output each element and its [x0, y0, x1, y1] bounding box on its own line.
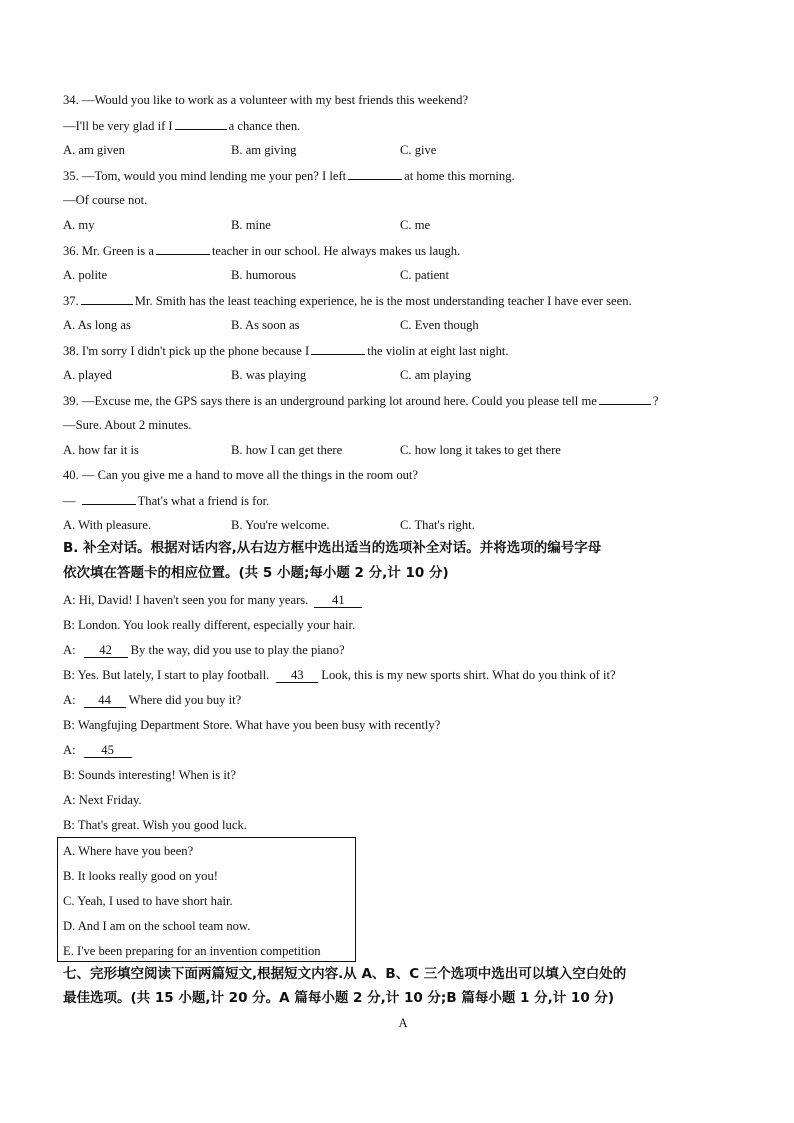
passage-label: A: [398, 1016, 408, 1030]
dialogue-text: A:: [63, 643, 76, 657]
option-c[interactable]: C. how long it takes to get there: [400, 443, 561, 457]
question-34-stem: [63, 92, 468, 108]
dialogue-line: B: That's great. Wish you good luck.: [63, 818, 247, 832]
answer-text: That's what a friend is for.: [137, 494, 270, 508]
dialogue-blank-42[interactable]: 42: [84, 643, 128, 658]
dialogue-line: [63, 592, 365, 608]
dialogue-text: B: Yes. But lately, I start to play football.: [63, 668, 270, 682]
option-a[interactable]: A. how far it is: [63, 443, 139, 457]
dialogue-text: Look, this is my new sports shirt. What do you think of it?: [321, 668, 616, 682]
option-a[interactable]: A. With pleasure.: [63, 518, 152, 532]
option-c[interactable]: C. That's right.: [400, 518, 475, 532]
question-39-stem: [63, 392, 658, 409]
question-34-answer-line: [63, 117, 300, 134]
dialogue-text: A:: [63, 743, 76, 757]
dialogue-line: [63, 642, 345, 658]
question-35-reply: —Of course not.: [63, 193, 148, 207]
dialogue-text: By the way, did you use to play the piano?: [130, 643, 345, 657]
dialogue-blank-44[interactable]: 44: [84, 693, 126, 708]
fill-blank[interactable]: [82, 492, 136, 505]
section-7-heading-line1: 七、完形填空阅读下面两篇短文,根据短文内容.从 A、B、C 三个选项中选出可以填入空白处的: [63, 966, 627, 982]
question-40-stem: 40. — Can you give me a hand to move all the things in the room out?: [63, 468, 419, 482]
choices-box: [57, 837, 356, 962]
fill-blank[interactable]: [311, 342, 365, 355]
stem-text: 36. Mr. Green is a: [63, 244, 154, 258]
stem-text: 34. —Would you like to work as a volunteer with my best friends this weekend?: [63, 93, 469, 107]
option-a[interactable]: A. polite: [63, 268, 108, 282]
option-b[interactable]: B. You're welcome.: [231, 518, 330, 532]
dialogue-blank-43[interactable]: 43: [276, 668, 318, 683]
question-40-reply: [63, 492, 269, 509]
answer-text: —I'll be very glad if I: [63, 119, 173, 133]
option-c[interactable]: C. patient: [400, 268, 449, 282]
option-c[interactable]: C. Even though: [400, 318, 479, 332]
question-37-stem: [63, 292, 632, 309]
dialogue-text: A: Hi, David! I haven't seen you for many years.: [63, 593, 309, 607]
question-39-reply: —Sure. About 2 minutes.: [63, 418, 192, 432]
section-7-heading-line2: 最佳选项。(共 15 小题,计 20 分。A 篇每小题 2 分,计 10 分;B 篇每小题 1 分,计 10 分): [63, 990, 615, 1006]
option-b[interactable]: B. was playing: [231, 368, 307, 382]
dialogue-line: [63, 742, 135, 758]
stem-text: teacher in our school. He always makes us laugh.: [211, 244, 461, 258]
dialogue-line: [63, 692, 241, 708]
option-b[interactable]: B. mine: [231, 218, 271, 232]
dialogue-text: Where did you buy it?: [128, 693, 242, 707]
option-a[interactable]: A. my: [63, 218, 95, 232]
option-a[interactable]: A. As long as: [63, 318, 131, 332]
option-c[interactable]: C. am playing: [400, 368, 472, 382]
dialogue-line: B: Sounds interesting! When is it?: [63, 768, 236, 782]
stem-text: the violin at eight last night.: [367, 344, 509, 358]
question-38-stem: [63, 342, 509, 359]
choice-a[interactable]: A. Where have you been?: [63, 844, 194, 858]
fill-blank[interactable]: [599, 392, 651, 405]
section-b-heading-line2: 依次填在答题卡的相应位置。(共 5 小题;每小题 2 分,计 10 分): [63, 565, 449, 581]
stem-text: 39. —Excuse me, the GPS says there is an underground parking lot around here. Could you please tell me: [63, 394, 597, 408]
option-c[interactable]: C. me: [400, 218, 431, 232]
option-b[interactable]: B. humorous: [231, 268, 297, 282]
question-35-stem: [63, 167, 515, 184]
stem-text: 38. I'm sorry I didn't pick up the phone because I: [63, 344, 310, 358]
dialogue-line: [63, 667, 616, 683]
stem-text: at home this morning.: [404, 169, 515, 183]
choice-b[interactable]: B. It looks really good on you!: [63, 869, 218, 883]
fill-blank[interactable]: [156, 242, 210, 255]
answer-text: a chance then.: [228, 119, 301, 133]
option-a[interactable]: A. played: [63, 368, 112, 382]
choice-c[interactable]: C. Yeah, I used to have short hair.: [63, 894, 233, 908]
dialogue-blank-45[interactable]: 45: [84, 743, 132, 758]
question-36-stem: [63, 242, 460, 259]
dialogue-line: A: Next Friday.: [63, 793, 142, 807]
choice-e[interactable]: E. I've been preparing for an invention competition: [63, 944, 321, 958]
stem-text: 35. —Tom, would you mind lending me your pen? I left: [63, 169, 347, 183]
option-b[interactable]: B. how I can get there: [231, 443, 343, 457]
fill-blank[interactable]: [348, 167, 402, 180]
dialogue-line: B: London. You look really different, especially your hair.: [63, 618, 356, 632]
answer-text: —: [63, 494, 76, 508]
dialogue-line: B: Wangfujing Department Store. What have you been busy with recently?: [63, 718, 441, 732]
fill-blank[interactable]: [175, 117, 227, 130]
option-b[interactable]: B. As soon as: [231, 318, 300, 332]
stem-text: Mr. Smith has the least teaching experience, he is the most understanding teacher I have ever seen.: [134, 294, 632, 308]
option-c[interactable]: C. give: [400, 143, 437, 157]
option-a[interactable]: A. am given: [63, 143, 125, 157]
section-b-heading-line1: B. 补全对话。根据对话内容,从右边方框中选出适当的选项补全对话。并将选项的编号字母: [63, 540, 602, 556]
dialogue-text: A:: [63, 693, 76, 707]
fill-blank[interactable]: [81, 292, 133, 305]
stem-text: 37.: [63, 294, 79, 308]
choice-d[interactable]: D. And I am on the school team now.: [63, 919, 251, 933]
dialogue-blank-41[interactable]: 41: [314, 593, 362, 608]
stem-text: ?: [652, 394, 659, 408]
option-b[interactable]: B. am giving: [231, 143, 297, 157]
